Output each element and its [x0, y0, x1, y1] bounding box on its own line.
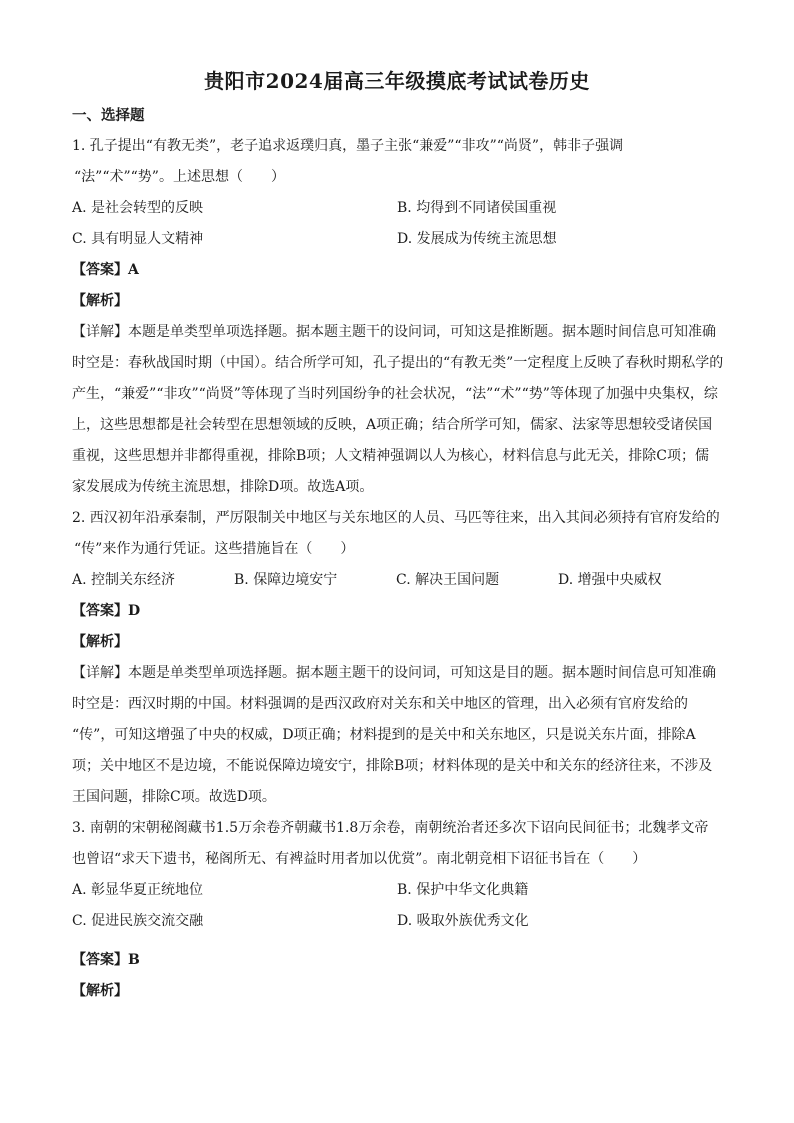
question-stem-line: 3. 南朝的宋朝秘阁藏书1.5万余卷齐朝藏书1.8万余卷，南朝统治者还多次下诏向民间征书；北魏孝文帝: [72, 820, 709, 836]
detail-line: 时空是：西汉时期的中国。材料强调的是西汉政府对关东和关中地区的管理，出入必须有官府发给的: [72, 696, 688, 712]
detail-line: 上，这些思想都是社会转型在思想领域的反映，A项正确；结合所学可知，儒家、法家等思想较受诸侯国: [72, 417, 713, 433]
analysis-label: 【解析】: [72, 983, 128, 999]
options-group: [72, 565, 722, 596]
option-c: C. 解决王国问题: [396, 572, 500, 588]
question-stem-line: 2. 西汉初年沿承秦制，严厉限制关中地区与关东地区的人员、马匹等往来，出入其间必须持有官府发给的: [72, 510, 720, 526]
option-a: A. 彰显华夏正统地位: [72, 882, 204, 898]
detail-line: “传”，可知这增强了中央的权威，D项正确；材料提到的是关中和关东地区，只是说关东片面，排除A: [72, 727, 696, 743]
question-stem-line: “法”“术”“势”。上述思想（ ）: [74, 169, 285, 185]
detail-line: 【详解】本题是单类型单项选择题。据本题主题干的设问词，可知这是推断题。据本题时间信息可知准确: [72, 324, 716, 340]
detail-line: 【详解】本题是单类型单项选择题。据本题主题干的设问词，可知这是目的题。据本题时间信息可知准确: [72, 665, 716, 681]
detail-line: 家发展成为传统主流思想，排除D项。故选A项。: [72, 479, 374, 495]
options-group: [72, 193, 722, 255]
question-3: [72, 813, 722, 1007]
question-1: [72, 131, 722, 503]
options-group: [72, 875, 722, 937]
detail-line: 重视，这些思想并非都得重视，排除B项；人文精神强调以人为核心，材料信息与此无关，排除C项；儒: [72, 448, 709, 464]
analysis-label: 【解析】: [72, 634, 128, 650]
question-stem-line: “传”来作为通行凭证。这些措施旨在（ ）: [74, 541, 355, 557]
question-stem-line: 也曾诏“求天下遗书，秘阁所无、有裨益时用者加以优赏”。南北朝竞相下诏征书旨在（ ）: [72, 851, 647, 867]
question-2: [72, 503, 722, 813]
option-a: A. 控制关东经济: [72, 572, 176, 588]
detail-line: 产生，“兼爱”“非攻”“尚贤”等体现了当时列国纷争的社会状况，“法”“术”“势”等体现了加强中央集权，综: [72, 386, 718, 402]
detail-line: 项；关中地区不是边境，不能说保障边境安宁，排除B项；材料体现的是关中和关东的经济往来，不涉及: [72, 758, 713, 774]
option-d: D. 增强中央威权: [558, 572, 662, 588]
spacer: [72, 937, 722, 945]
detail-line: 王国问题，排除C项。故选D项。: [72, 789, 276, 805]
option-b: B. 保障边境安宁: [234, 572, 338, 588]
analysis-label: 【解析】: [72, 293, 128, 309]
page-title: 贵阳市2024届高三年级摸底考试试卷历史: [204, 69, 590, 93]
option-d: D. 发展成为传统主流思想: [397, 231, 557, 247]
question-stem-line: 1. 孔子提出“有教无类”，老子追求返璞归真，墨子主张“兼爱”“非攻”“尚贤”，韩非子强调: [72, 138, 624, 154]
option-a: A. 是社会转型的反映: [72, 200, 204, 216]
answer-label: 【答案】D: [72, 603, 141, 619]
option-d: D. 吸取外族优秀文化: [397, 913, 529, 929]
option-c: C. 促进民族交流交融: [72, 913, 204, 929]
section-heading: 一、选择题: [72, 107, 145, 124]
option-b: B. 保护中华文化典籍: [397, 882, 529, 898]
detail-text: [72, 317, 722, 503]
option-b: B. 均得到不同诸侯国重视: [397, 200, 557, 216]
option-c: C. 具有明显人文精神: [72, 231, 204, 247]
detail-line: 时空是：春秋战国时期（中国）。结合所学可知，孔子提出的“有教无类”一定程度上反映了春秋时期私学的: [72, 355, 724, 371]
answer-label: 【答案】B: [72, 952, 140, 968]
detail-text: [72, 658, 722, 813]
answer-label: 【答案】A: [72, 262, 139, 278]
exam-page: [72, 64, 722, 1007]
